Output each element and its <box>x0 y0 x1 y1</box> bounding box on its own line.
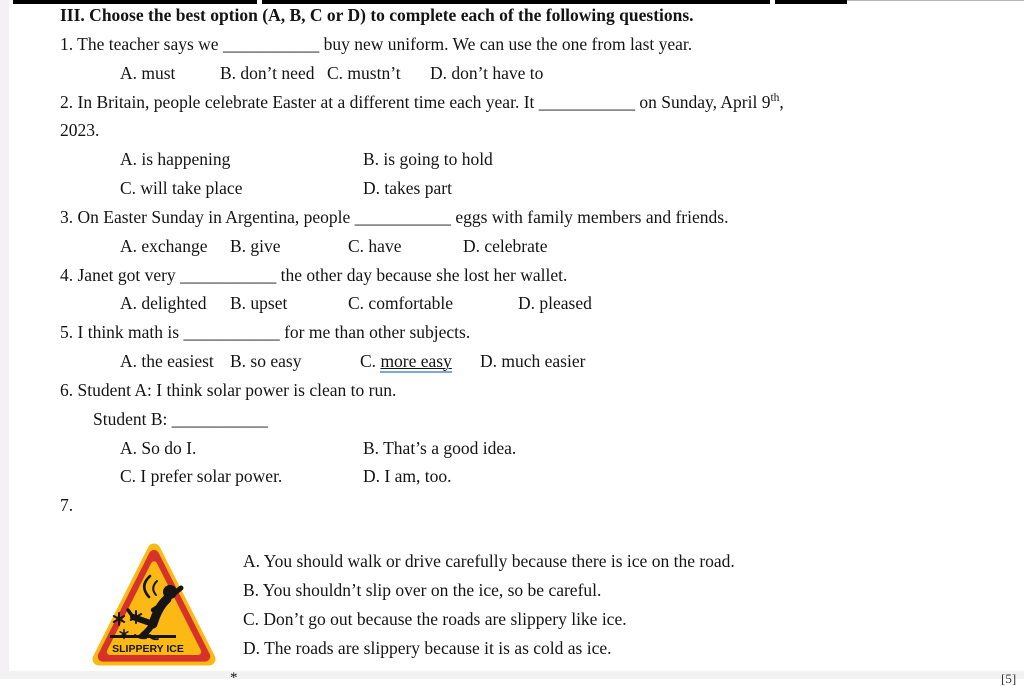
option-b: B. don’t need <box>220 63 315 83</box>
cutoff-underline-top <box>847 0 1024 1</box>
option-a: A. is happening <box>120 149 231 169</box>
option-d: D. celebrate <box>463 236 548 256</box>
option-d: D. takes part <box>363 178 452 198</box>
question-2-text-pre: 2. In Britain, people celebrate Easter at a different time each year. It ___________ on Sunday, April 9 <box>60 92 771 112</box>
option-c: C. comfortable <box>348 293 453 313</box>
question-6-text: 6. Student A: I think solar power is clean to run. <box>60 380 397 400</box>
question-5-text: 5. I think math is ___________ for me than other subjects. <box>60 322 471 342</box>
option-d: D. pleased <box>518 293 592 313</box>
question-6-student-b-blank: Student B: ___________ <box>93 409 269 429</box>
option-c: C. have <box>348 236 402 256</box>
option-a: A. exchange <box>120 236 208 256</box>
question-1-options <box>0 62 1024 85</box>
question-7-option-b: B. You shouldn’t slip over on the ice, so be careful. <box>243 580 602 600</box>
question-7-option-c: C. Don’t go out because the roads are slippery like ice. <box>243 609 627 629</box>
option-d: D. much easier <box>480 351 586 371</box>
sign-label: SLIPPERY ICE <box>112 643 184 655</box>
question-5-options <box>0 350 1024 373</box>
option-a: A. So do I. <box>120 438 197 458</box>
option-b: B. upset <box>230 293 288 313</box>
option-a: A. delighted <box>120 293 207 313</box>
question-7-option-a: A. You should walk or drive carefully because there is ice on the road. <box>243 551 735 571</box>
option-b: B. That’s a good idea. <box>363 438 517 458</box>
ground-line <box>110 635 176 638</box>
page-left-margin <box>0 0 9 679</box>
cutoff-strip-bottom <box>0 671 1024 686</box>
question-2-options-row-2 <box>0 177 1024 200</box>
option-c-prefix: C. <box>360 351 381 371</box>
option-a: A. the easiest <box>120 351 214 371</box>
question-2-text <box>60 91 784 114</box>
option-a: A. must <box>120 63 176 83</box>
section-heading: III. Choose the best option (A, B, C or D) to complete each of the following questions. <box>60 5 694 25</box>
option-d: D. I am, too. <box>363 466 452 486</box>
question-2-text-post: , <box>779 92 784 112</box>
question-4-text: 4. Janet got very ___________ the other day because she lost her wallet. <box>60 265 568 285</box>
question-2-options-row-1 <box>0 148 1024 171</box>
question-7-option-d: D. The roads are slippery because it is as cold as ice. <box>243 638 612 658</box>
question-1-text: 1. The teacher says we ___________ buy new uniform. We can use the one from last year. <box>60 34 693 54</box>
question-2-text-wrap: 2023. <box>60 120 100 140</box>
option-c: C. I prefer solar power. <box>120 466 283 486</box>
grammar-underlined-text: more easy <box>380 351 452 371</box>
question-6-options-row-2 <box>0 465 1024 488</box>
question-7-number: 7. <box>60 495 74 515</box>
question-6-options-row-1 <box>0 437 1024 460</box>
question-4-options <box>0 292 1024 315</box>
warning-triangle-icon <box>92 535 217 668</box>
option-d: D. don’t have to <box>430 63 544 83</box>
slippery-ice-sign-image <box>92 535 217 668</box>
cutoff-line-gap <box>770 0 775 4</box>
question-3-options <box>0 235 1024 258</box>
cutoff-glyph-fragment <box>230 672 240 677</box>
option-c: C. will take place <box>120 178 243 198</box>
option-c: C. mustn’t <box>327 63 401 83</box>
cutoff-page-ref-fragment: [5] <box>1001 671 1017 686</box>
ordinal-superscript: th <box>770 92 780 105</box>
option-c <box>360 350 452 373</box>
question-3-text: 3. On Easter Sunday in Argentina, people ___________ eggs with family members and friends. <box>60 207 729 227</box>
option-b: B. give <box>230 236 281 256</box>
option-b: B. is going to hold <box>363 149 493 169</box>
option-b: B. so easy <box>230 351 302 371</box>
